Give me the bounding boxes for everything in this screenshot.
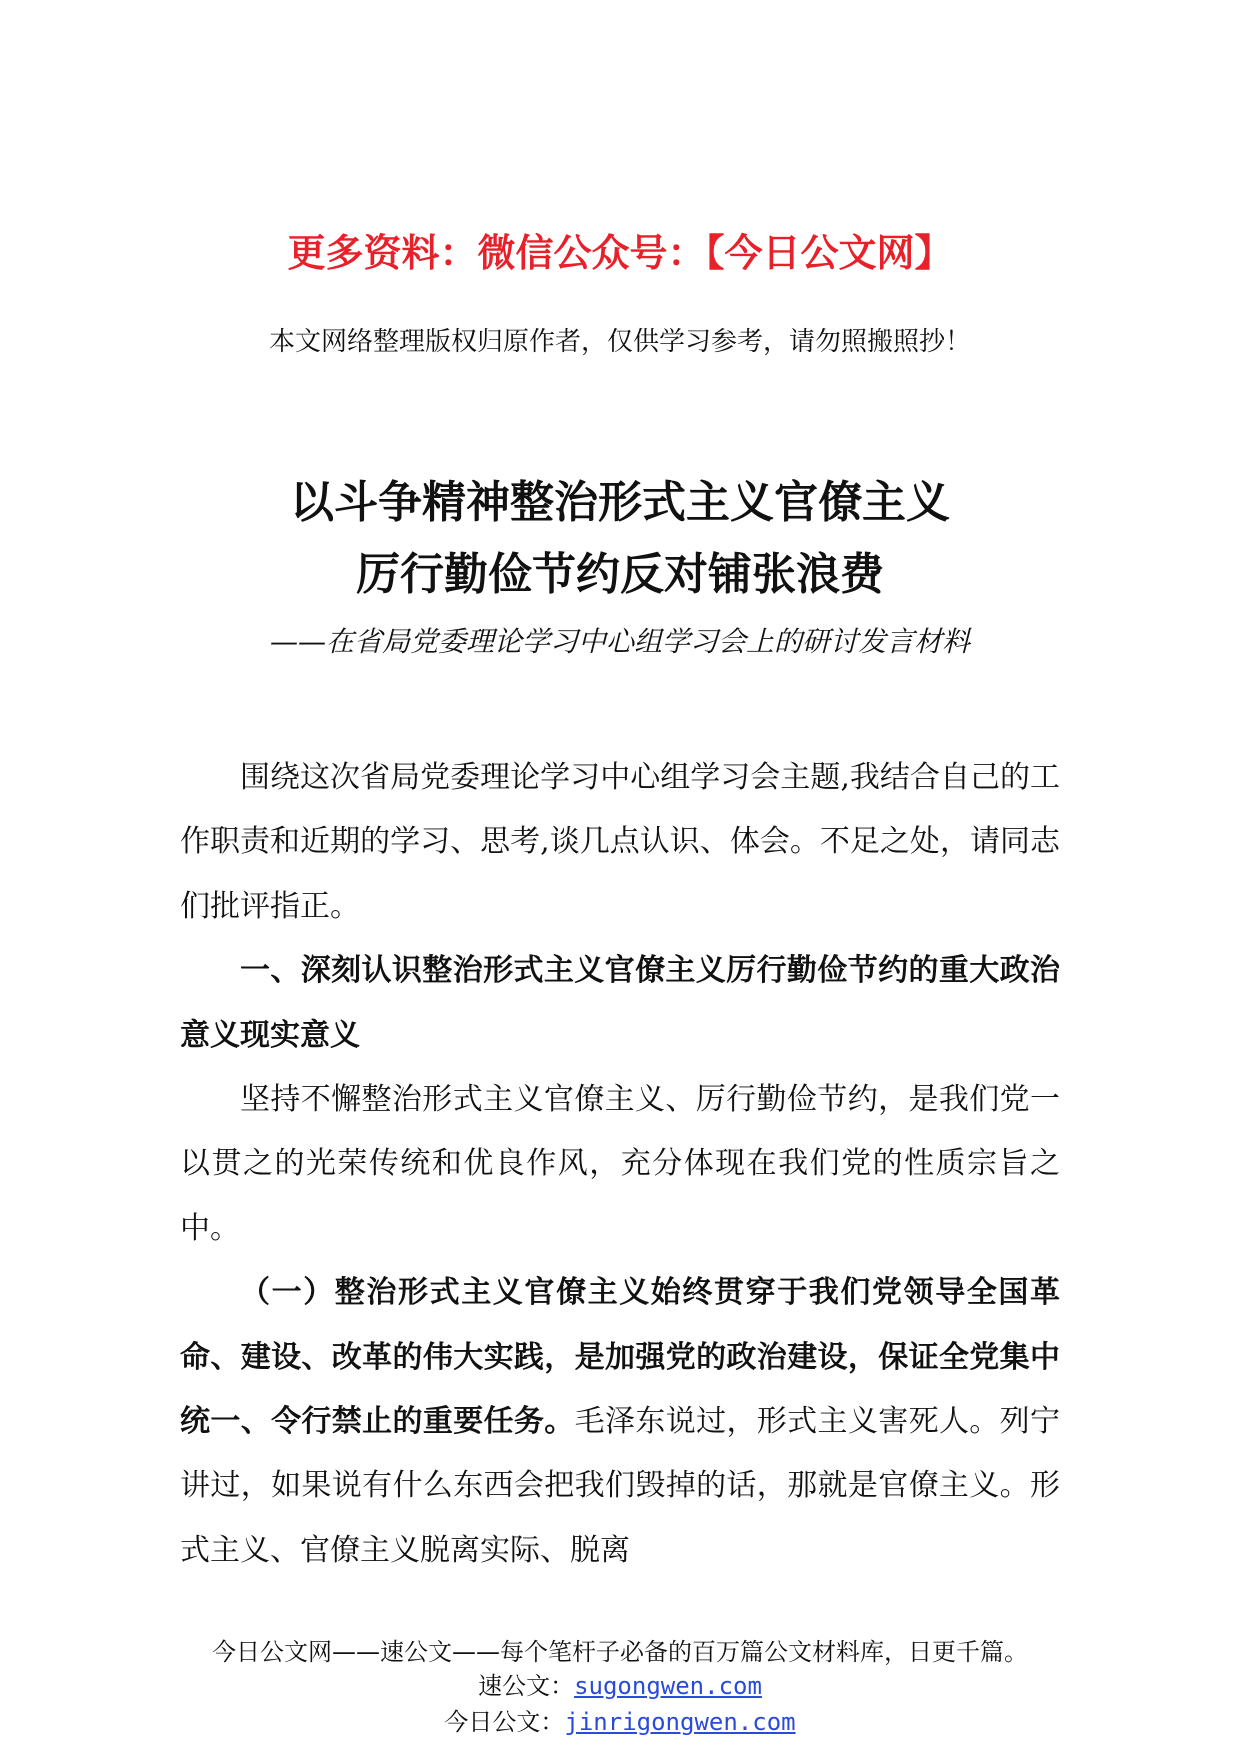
footer-tagline: 今日公文网——速公文——每个笔杆子必备的百万篇公文材料库，日更千篇。 [212,1638,1028,1666]
document-subtitle: ——在省局党委理论学习中心组学习会上的研讨发言材料 [269,625,970,658]
section-heading-1: 一、深刻认识整治形式主义官僚主义厉行勤俭节约的重大政治意义现实意义 [180,953,1060,1053]
document-title-line-1: 以斗争精神整治形式主义官僚主义 [290,477,950,528]
copyright-disclaimer: 本文网络整理版权归原作者，仅供学习参考，请勿照搬照抄！ [268,327,971,357]
footer-site-2-link[interactable]: jinrigongwen.com [564,1708,796,1736]
body-paragraph-3 [180,1261,1060,1583]
footer-site-1 [0,1670,1240,1702]
intro-paragraph: 围绕这次省局党委理论学习中心组学习会主题,我结合自己的工作职责和近期的学习、思考,谈几点认识、体会。不足之处，请同志们批评指正。 [180,760,1060,924]
footer-site-2-label: 今日公文： [444,1708,565,1736]
body-paragraph-2: 坚持不懈整治形式主义官僚主义、厉行勤俭节约，是我们党一以贯之的光荣传统和优良作风，充分体现在我们党的性质宗旨之中。 [180,1082,1060,1246]
subsection-heading-1: （一）整治形式主义官僚主义始终贯穿于我们党领导全国革命、建设、改革的伟大实践，是加强党的政治建设，保证全党集中统一、令行禁止的重要任务。 [180,1275,1060,1440]
body-paragraph-3-text: 毛泽东说过，形式主义害死人。列宁讲过，如果说有什么东西会把我们毁掉的话，那就是官僚主义。形式主义、官僚主义脱离实际、脱离 [180,1404,1061,1568]
promo-banner: 更多资料：微信公众号：【今日公文网】 [287,231,953,275]
footer-site-1-label: 速公文： [478,1672,575,1700]
footer-site-2 [0,1706,1240,1738]
footer-site-1-link[interactable]: sugongwen.com [574,1672,762,1700]
document-title-line-2: 厉行勤俭节约反对铺张浪费 [356,549,884,600]
document-body [180,746,1060,1583]
